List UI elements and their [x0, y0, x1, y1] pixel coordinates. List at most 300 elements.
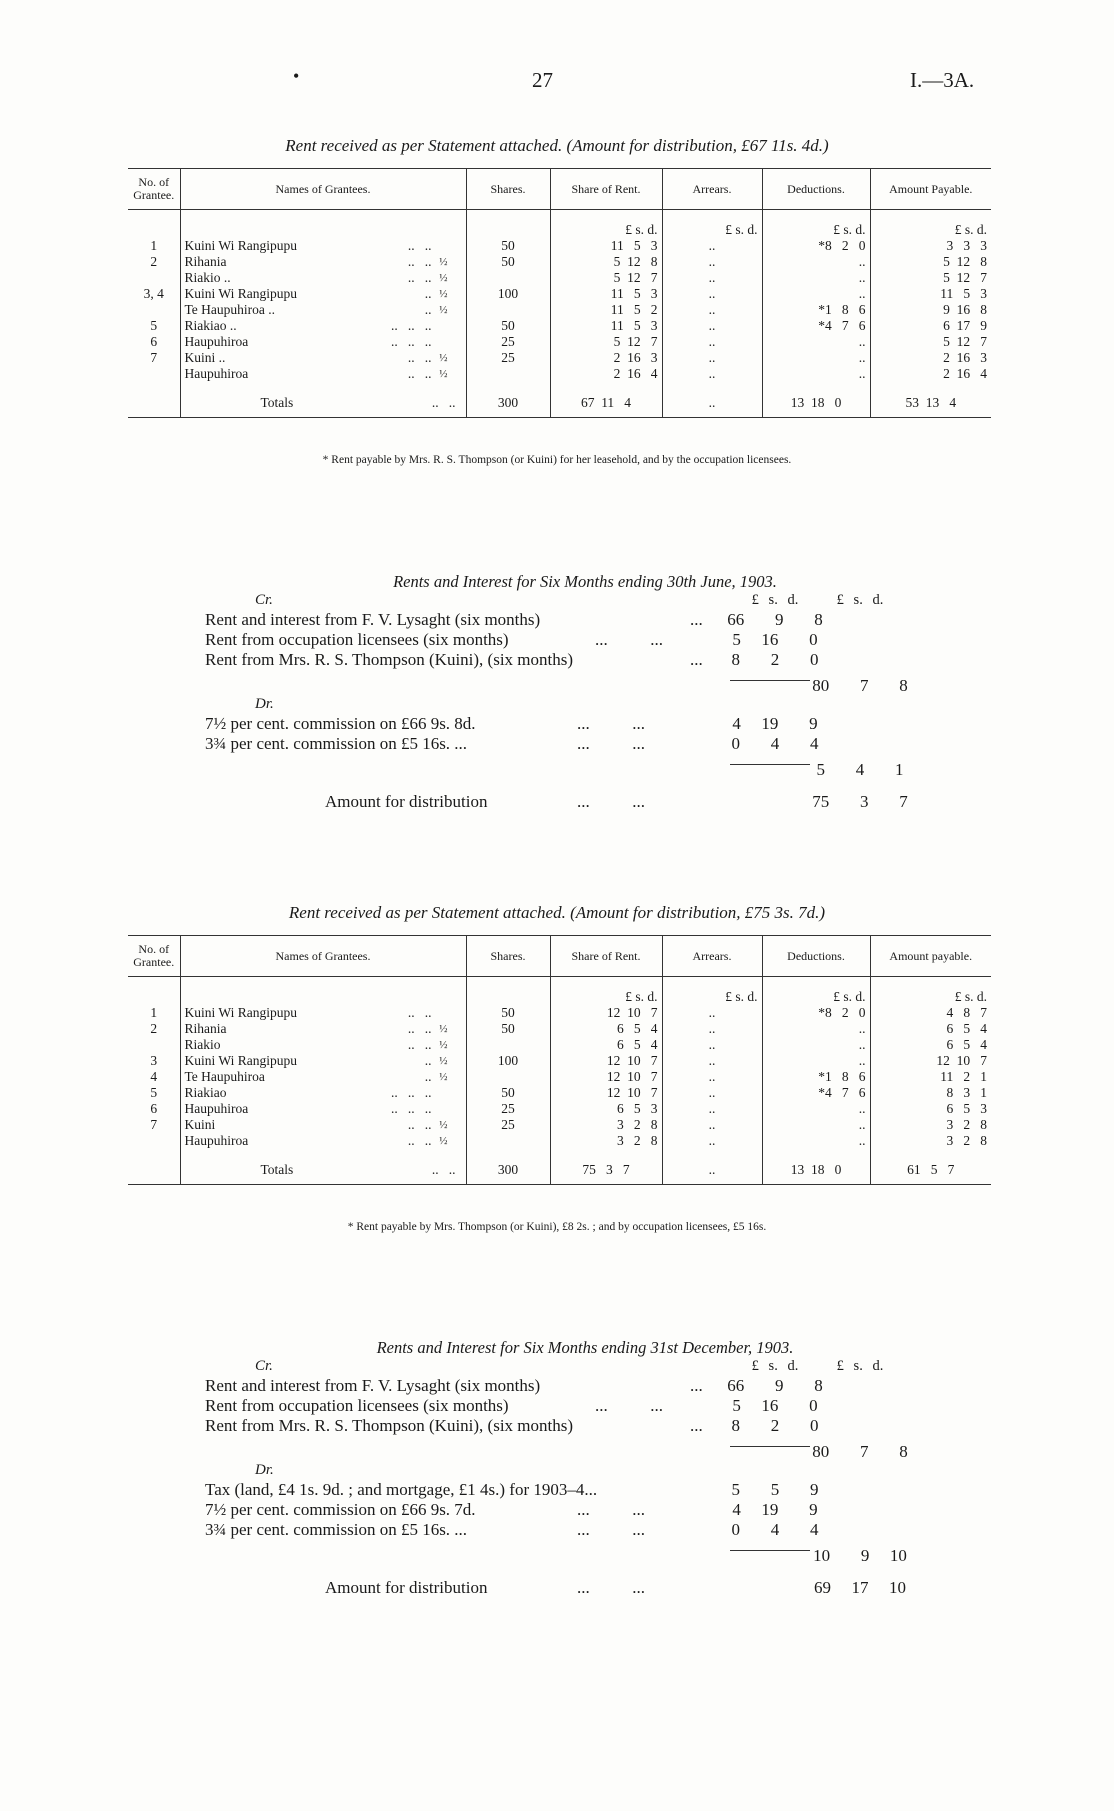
grantee-name: Kuini .. [184, 350, 226, 365]
share-fraction: ½ [439, 1039, 448, 1051]
totals-label: Totals [260, 395, 294, 410]
arrears-value: .. [662, 1133, 762, 1149]
currency-units: £ s. d. [762, 220, 870, 238]
share-fraction: ½ [439, 272, 448, 284]
currency-units: £ s. d. [751, 1358, 799, 1374]
share-of-rent: 2 16 3 [550, 350, 662, 366]
grantee-number: 7 [128, 1117, 180, 1133]
shares-value: 50 [466, 238, 550, 254]
credit-amount: 5 16 0 [732, 630, 818, 649]
table1-footnote: * Rent payable by Mrs. R. S. Thompson (or Kuini) for her leasehold, and by the occupation licensees. [322, 454, 792, 466]
amount-payable: 2 16 3 [943, 350, 987, 365]
total-deductions: 13 18 0 [762, 1154, 870, 1185]
share-of-rent: 12 10 7 [550, 1053, 662, 1069]
units-row [128, 987, 991, 1005]
grantee-name-cell [180, 1117, 466, 1133]
grantee-number: 5 [128, 1085, 180, 1101]
table2-caption: Rent received as per Statement attached. (Amount for distribution, £75 3s. 7d.) [288, 903, 826, 922]
deductions-value: .. [762, 1037, 870, 1053]
deductions-value: .. [762, 366, 870, 382]
currency-units: £ s. d. [662, 987, 762, 1005]
credit-line [205, 1396, 925, 1416]
share-of-rent: 2 16 4 [550, 366, 662, 382]
shares-value: 50 [466, 1005, 550, 1021]
deductions-value: .. [762, 1021, 870, 1037]
arrears-value: .. [662, 366, 762, 382]
debit-total: 10 9 10 [813, 1546, 907, 1565]
currency-units: £ s. d. [954, 222, 987, 237]
grantees-table-1 [128, 168, 991, 418]
debit-heading-row [205, 1462, 925, 1480]
debit-label: Tax (land, £4 1s. 9d. ; and mortgage, £1 4s.) for 1903–4... [205, 1480, 598, 1499]
leader-dots: .. [424, 1069, 432, 1084]
shares-value [466, 1037, 550, 1053]
shares-value: 50 [466, 1021, 550, 1037]
arrears-value: .. [662, 302, 762, 318]
totals-row [128, 387, 991, 418]
share-fraction: ½ [439, 256, 448, 268]
grantee-name-cell [180, 286, 466, 302]
column-header: Deductions. [762, 169, 870, 210]
distribution-label: Amount for distribution [325, 792, 488, 811]
credit-line [205, 650, 925, 670]
debit-heading: Dr. [255, 696, 274, 712]
account-december-1903 [205, 1338, 925, 1600]
grantee-name: Haupuhiroa [184, 334, 249, 349]
leader-dots: .. [424, 286, 432, 301]
credit-label: Rent and interest from F. V. Lysaght (six months) [205, 610, 541, 629]
grantees-table-2 [128, 935, 991, 1185]
distribution-label: Amount for distribution [325, 1578, 488, 1597]
amount-payable: 3 2 8 [946, 1117, 987, 1132]
leader-dots: .. [424, 1053, 432, 1068]
shares-value: 25 [466, 1117, 550, 1133]
currency-units: £ s. d. [954, 989, 987, 1004]
leader-dots: .. .. .. [391, 1085, 432, 1100]
sum-rule [730, 1550, 810, 1551]
totals-label: Totals [260, 1162, 294, 1177]
column-header: Share of Rent. [550, 936, 662, 977]
grantee-name-cell [180, 238, 466, 254]
shares-value: 100 [466, 1053, 550, 1069]
debit-line [205, 714, 925, 734]
grantee-name-cell [180, 1021, 466, 1037]
column-header: Deductions. [762, 936, 870, 977]
grantee-number [128, 270, 180, 286]
leader-dots: ... ... [577, 714, 645, 733]
amount-payable: 5 12 8 [943, 254, 987, 269]
table-row [128, 1037, 991, 1053]
grantee-number: 6 [128, 334, 180, 350]
arrears-value: .. [662, 1021, 762, 1037]
table-row [128, 334, 991, 350]
deductions-value: *1 8 6 [762, 302, 870, 318]
share-of-rent: 6 5 4 [550, 1037, 662, 1053]
total-rent: 67 11 4 [550, 387, 662, 418]
deductions-value: .. [762, 286, 870, 302]
sum-rule [730, 1446, 810, 1447]
total-payable: 61 5 7 [870, 1154, 991, 1185]
amount-payable: 11 5 3 [940, 286, 987, 301]
grantee-name-cell [180, 270, 466, 286]
grantee-number: 2 [128, 254, 180, 270]
leader-dots: .. .. .. [391, 1101, 432, 1116]
account-header-row [205, 592, 925, 610]
deductions-value: .. [762, 350, 870, 366]
grantee-number: 7 [128, 350, 180, 366]
shares-value: 50 [466, 1085, 550, 1101]
shares-value: 25 [466, 334, 550, 350]
share-fraction: ½ [439, 368, 448, 380]
grantee-name-cell [180, 1069, 466, 1085]
total-arrears: .. [662, 387, 762, 418]
share-of-rent: 12 10 7 [550, 1085, 662, 1101]
grantee-number: 5 [128, 318, 180, 334]
credit-total-row [205, 1436, 925, 1462]
debit-line [205, 1520, 925, 1540]
debit-heading: Dr. [255, 1462, 274, 1478]
leader-dots: .. .. [407, 366, 432, 381]
credit-label: Rent and interest from F. V. Lysaght (six months) [205, 1376, 541, 1395]
deductions-value: *1 8 6 [762, 1069, 870, 1085]
amount-payable: 12 10 7 [936, 1053, 987, 1068]
share-of-rent: 6 5 3 [550, 1101, 662, 1117]
arrears-value: .. [662, 1085, 762, 1101]
total-rent: 75 3 7 [550, 1154, 662, 1185]
shares-value [466, 270, 550, 286]
grantee-number: 1 [128, 1005, 180, 1021]
amount-payable: 8 3 1 [946, 1085, 987, 1100]
arrears-value: .. [662, 1117, 762, 1133]
table-row [128, 1101, 991, 1117]
leader-dots: ... ... [577, 734, 645, 753]
grantee-name-cell [180, 302, 466, 318]
debit-total: 5 4 1 [816, 760, 904, 779]
grantee-name-cell [180, 366, 466, 382]
print-mark: • [293, 66, 300, 86]
amount-payable: 6 17 9 [943, 318, 987, 333]
column-header: Names of Grantees. [180, 936, 466, 977]
total-payable: 53 13 4 [870, 387, 991, 418]
debit-line [205, 1500, 925, 1520]
currency-units: £ s. d. [550, 987, 662, 1005]
table-row [128, 1085, 991, 1101]
table-row [128, 1021, 991, 1037]
leader-dots: .. .. [407, 238, 432, 253]
grantee-name: Kuini Wi Rangipupu [184, 1053, 297, 1068]
leader-dots: .. .. [407, 270, 432, 285]
share-of-rent: 5 12 7 [550, 270, 662, 286]
amount-payable: 5 12 7 [943, 270, 987, 285]
amount-payable: 4 8 7 [946, 1005, 987, 1020]
grantee-number [128, 1133, 180, 1149]
grantee-name-cell [180, 1037, 466, 1053]
table-row [128, 1069, 991, 1085]
amount-payable: 6 5 4 [946, 1037, 987, 1052]
amount-payable: 6 5 3 [946, 1101, 987, 1116]
leader-dots: .. .. .. [391, 334, 432, 349]
arrears-value: .. [662, 286, 762, 302]
amount-payable: 6 5 4 [946, 1021, 987, 1036]
arrears-value: .. [662, 270, 762, 286]
grantee-name: Riakio [184, 1037, 221, 1052]
grantee-name: Riakiao [184, 1085, 227, 1100]
account-title: Rents and Interest for Six Months ending 30th June, 1903. [393, 572, 777, 591]
grantee-name-cell [180, 350, 466, 366]
credit-heading: Cr. [255, 592, 273, 608]
column-header: Share of Rent. [550, 169, 662, 210]
grantee-name-cell [180, 254, 466, 270]
distribution-amount: 69 17 10 [814, 1578, 906, 1597]
arrears-value: .. [662, 334, 762, 350]
total-shares: 300 [466, 387, 550, 418]
table-row [128, 350, 991, 366]
amount-payable: 3 2 8 [946, 1133, 987, 1148]
table-row [128, 366, 991, 382]
arrears-value: .. [662, 1037, 762, 1053]
deductions-value: .. [762, 1133, 870, 1149]
deductions-value: *4 7 6 [762, 1085, 870, 1101]
share-of-rent: 11 5 3 [550, 318, 662, 334]
debit-amount: 0 4 4 [731, 734, 819, 753]
header-row [128, 936, 991, 977]
credit-line [205, 1416, 925, 1436]
share-of-rent: 11 5 3 [550, 286, 662, 302]
debit-amount: 4 19 9 [732, 1500, 818, 1519]
account-june-1903 [205, 572, 925, 814]
share-of-rent: 3 2 8 [550, 1117, 662, 1133]
arrears-value: .. [662, 350, 762, 366]
currency-units: £ s. d. [762, 987, 870, 1005]
credit-amount: 8 2 0 [731, 650, 819, 669]
credit-label: Rent from occupation licensees (six months) [205, 630, 509, 649]
distribution-row [205, 792, 925, 814]
arrears-value: .. [662, 318, 762, 334]
total-shares: 300 [466, 1154, 550, 1185]
column-header: No. of Grantee. [128, 169, 180, 210]
grantee-name-cell [180, 1053, 466, 1069]
leader-dots: .. .. [431, 1162, 456, 1177]
table-row [128, 1117, 991, 1133]
table-row [128, 302, 991, 318]
table-row [128, 254, 991, 270]
credit-label: Rent from Mrs. R. S. Thompson (Kuini), (six months) [205, 1416, 574, 1435]
debit-label: 7½ per cent. commission on £66 9s. 7d. [205, 1500, 476, 1519]
grantee-name: Kuini Wi Rangipupu [184, 286, 297, 301]
grantee-number: 3 [128, 1053, 180, 1069]
deductions-value: .. [762, 334, 870, 350]
arrears-value: .. [662, 1069, 762, 1085]
leader-dots: .. .. .. [391, 318, 432, 333]
debit-line [205, 734, 925, 754]
deductions-value: *8 2 0 [762, 1005, 870, 1021]
total-deductions: 13 18 0 [762, 387, 870, 418]
column-header: Amount Payable. [870, 169, 991, 210]
shares-value [466, 1133, 550, 1149]
grantee-name: Rihania [184, 254, 227, 269]
grantee-name-cell [180, 1005, 466, 1021]
arrears-value: .. [662, 1005, 762, 1021]
column-header: No. of Grantee. [128, 936, 180, 977]
share-of-rent: 6 5 4 [550, 1021, 662, 1037]
debit-heading-row [205, 696, 925, 714]
credit-line [205, 610, 925, 630]
leader-dots: ... ... [577, 792, 645, 811]
leader-dots: ... ... [577, 1500, 645, 1519]
grantee-number [128, 1037, 180, 1053]
debit-total-row [205, 1540, 925, 1566]
document-reference: I.—3A. [910, 68, 975, 92]
column-header: Names of Grantees. [180, 169, 466, 210]
leader-dots: ... ... [595, 1396, 663, 1415]
totals-label-cell [180, 387, 466, 418]
share-fraction: ½ [439, 304, 448, 316]
debit-amount: 4 19 9 [732, 714, 818, 733]
account-header-row [205, 1358, 925, 1376]
grantee-name: Rihania [184, 1021, 227, 1036]
column-header: Shares. [466, 936, 550, 977]
leader-dots: .. [424, 302, 432, 317]
shares-value [466, 302, 550, 318]
credit-line [205, 630, 925, 650]
amount-payable: 5 12 7 [943, 334, 987, 349]
table-row [128, 238, 991, 254]
leader-dots: .. .. [407, 1037, 432, 1052]
grantee-name-cell [180, 1085, 466, 1101]
shares-value: 50 [466, 254, 550, 270]
table1-caption: Rent received as per Statement attached. (Amount for distribution, £67 11s. 4d.) [285, 136, 829, 155]
leader-dots: .. .. [407, 1133, 432, 1148]
grantee-name: Te Haupuhiroa .. [184, 302, 276, 317]
deductions-value: *4 7 6 [762, 318, 870, 334]
column-header: Amount payable. [870, 936, 991, 977]
sum-rule [730, 764, 810, 765]
shares-value: 25 [466, 350, 550, 366]
grantee-name: Kuini [184, 1117, 216, 1132]
page-number: 27 [532, 68, 553, 92]
leader-dots: .. .. [407, 254, 432, 269]
credit-amount: 66 9 8 [727, 1376, 823, 1395]
currency-units: £ s. d. [550, 220, 662, 238]
leader-dots: ... [690, 1376, 703, 1395]
currency-units: £ s. d. [751, 592, 799, 608]
shares-value [466, 1069, 550, 1085]
share-fraction: ½ [439, 1119, 448, 1131]
arrears-value: .. [662, 1101, 762, 1117]
table-row [128, 1005, 991, 1021]
share-fraction: ½ [439, 352, 448, 364]
page-header [0, 66, 1114, 96]
share-of-rent: 3 2 8 [550, 1133, 662, 1149]
grantee-number: 2 [128, 1021, 180, 1037]
grantee-name-cell [180, 318, 466, 334]
deductions-value: .. [762, 254, 870, 270]
deductions-value: .. [762, 1053, 870, 1069]
credit-total: 80 7 8 [812, 1442, 908, 1461]
deductions-value: .. [762, 1117, 870, 1133]
grantee-name: Haupuhiroa [184, 366, 249, 381]
share-of-rent: 5 12 7 [550, 334, 662, 350]
credit-total-row [205, 670, 925, 696]
grantee-name-cell [180, 1133, 466, 1149]
debit-amount: 0 4 4 [731, 1520, 819, 1539]
debit-line [205, 1480, 925, 1500]
leader-dots: ... ... [595, 630, 663, 649]
credit-amount: 66 9 8 [727, 610, 823, 629]
grantee-name: Riakio .. [184, 270, 231, 285]
share-of-rent: 12 10 7 [550, 1069, 662, 1085]
grantee-name: Kuini Wi Rangipupu [184, 1005, 297, 1020]
leader-dots: .. .. [407, 350, 432, 365]
grantee-number [128, 366, 180, 382]
grantee-number: 4 [128, 1069, 180, 1085]
leader-dots: ... ... [577, 1520, 645, 1539]
currency-units: £ s. d. [836, 592, 884, 608]
share-of-rent: 11 5 2 [550, 302, 662, 318]
leader-dots: ... [690, 1416, 703, 1435]
table-row [128, 1133, 991, 1149]
table-row [128, 1053, 991, 1069]
column-header: Arrears. [662, 936, 762, 977]
credit-label: Rent from Mrs. R. S. Thompson (Kuini), (six months) [205, 650, 574, 669]
table-row [128, 286, 991, 302]
share-fraction: ½ [439, 1055, 448, 1067]
leader-dots: .. .. [431, 395, 456, 410]
leader-dots: .. .. [407, 1117, 432, 1132]
share-fraction: ½ [439, 288, 448, 300]
currency-units: £ s. d. [836, 1358, 884, 1374]
grantee-number: 6 [128, 1101, 180, 1117]
debit-total-row [205, 754, 925, 780]
shares-value: 100 [466, 286, 550, 302]
debit-label: 3¾ per cent. commission on £5 16s. ... [205, 1520, 468, 1539]
grantee-name-cell [180, 1101, 466, 1117]
shares-value: 25 [466, 1101, 550, 1117]
arrears-value: .. [662, 254, 762, 270]
shares-value [466, 366, 550, 382]
grantee-name: Haupuhiroa [184, 1133, 249, 1148]
grantee-name: Te Haupuhiroa [184, 1069, 265, 1084]
totals-row [128, 1154, 991, 1185]
currency-units: £ s. d. [662, 220, 762, 238]
totals-label-cell [180, 1154, 466, 1185]
grantee-number: 1 [128, 238, 180, 254]
leader-dots: ... [690, 650, 703, 669]
debit-amount: 5 5 9 [731, 1480, 819, 1499]
share-of-rent: 5 12 8 [550, 254, 662, 270]
arrears-value: .. [662, 238, 762, 254]
debit-label: 7½ per cent. commission on £66 9s. 8d. [205, 714, 476, 733]
shares-value: 50 [466, 318, 550, 334]
credit-amount: 8 2 0 [731, 1416, 819, 1435]
amount-payable: 9 16 8 [943, 302, 987, 317]
credit-line [205, 1376, 925, 1396]
grantee-name-cell [180, 334, 466, 350]
amount-payable: 3 3 3 [946, 238, 987, 253]
grantee-name: Haupuhiroa [184, 1101, 249, 1116]
deductions-value: .. [762, 270, 870, 286]
arrears-value: .. [662, 1053, 762, 1069]
share-fraction: ½ [439, 1071, 448, 1083]
distribution-amount: 75 3 7 [812, 792, 908, 811]
share-of-rent: 12 10 7 [550, 1005, 662, 1021]
table2-footnote: * Rent payable by Mrs. Thompson (or Kuini), £8 2s. ; and by occupation licensees, £5 16s. [347, 1221, 767, 1233]
credit-total: 80 7 8 [812, 676, 908, 695]
amount-payable: 11 2 1 [940, 1069, 987, 1084]
distribution-row [205, 1578, 925, 1600]
leader-dots: ... ... [577, 1578, 645, 1597]
leader-dots: .. .. [407, 1005, 432, 1020]
